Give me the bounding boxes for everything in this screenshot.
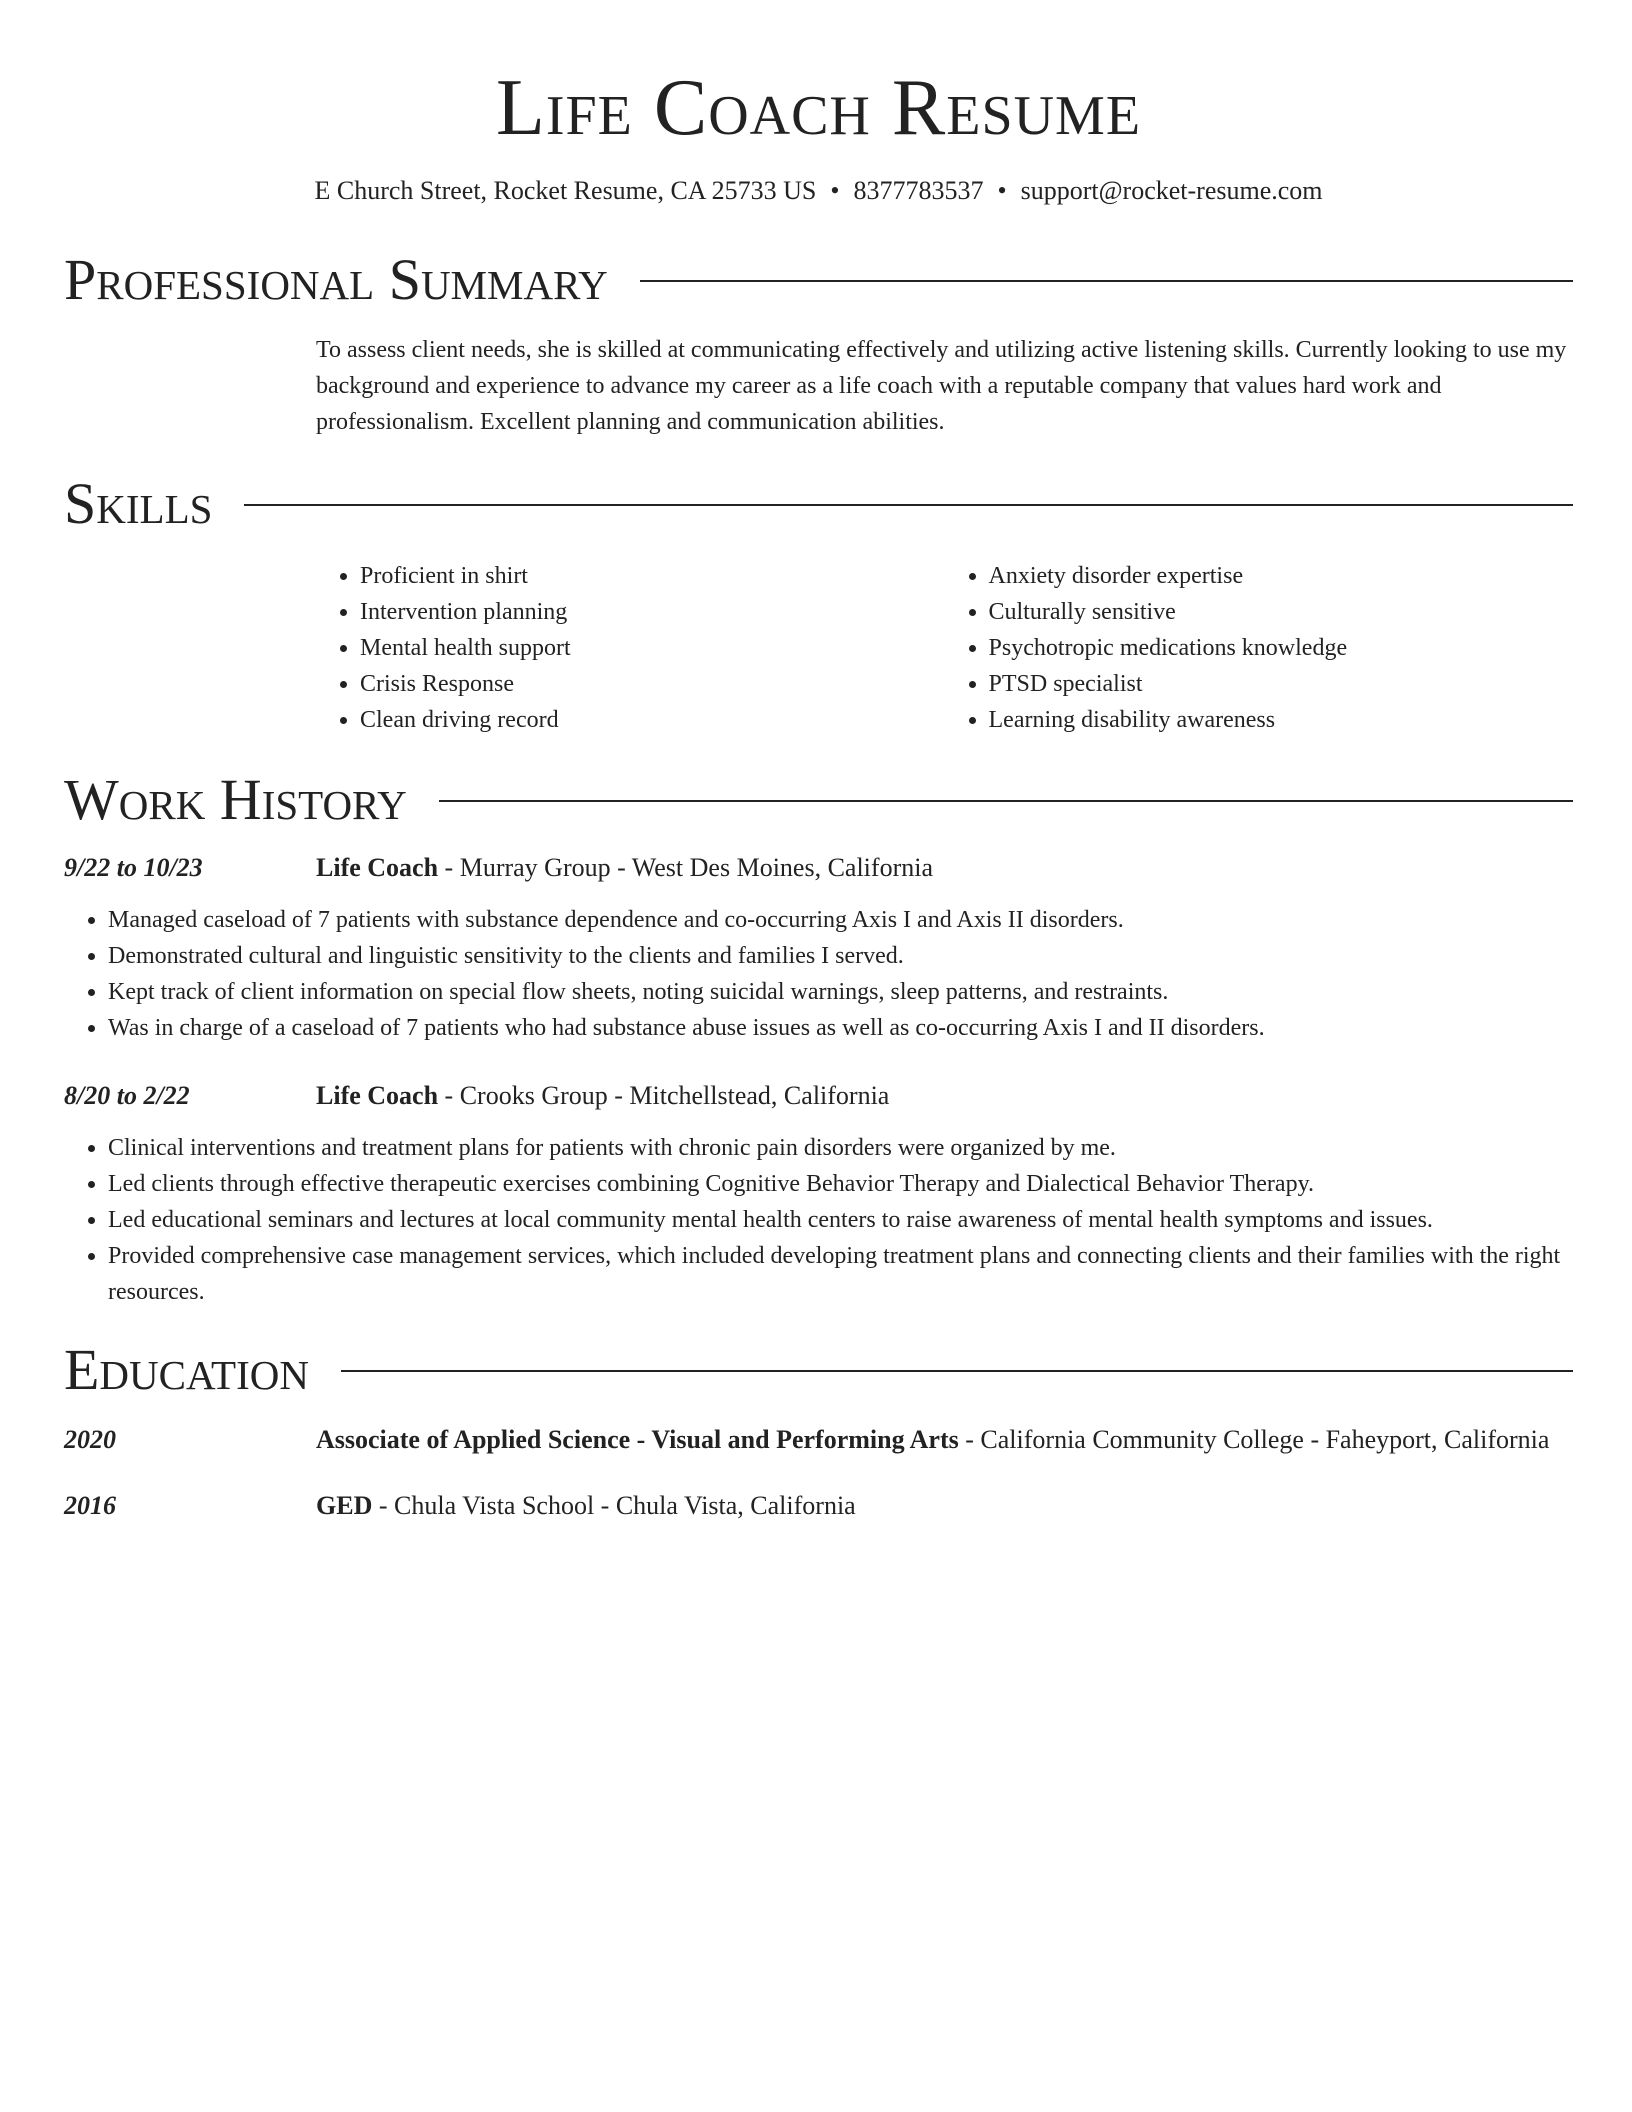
education-heading: [316, 1422, 1573, 1458]
job-bullet: • Managed caseload of 7 patients with substance dependence and co-occurring Axis I and Axis II disorders.: [108, 902, 1573, 938]
job-role: Life Coach: [316, 853, 439, 882]
skills-section-title: Skills: [64, 471, 213, 536]
job-bullet: • Kept track of client information on special flow sheets, noting suicidal warnings, sleep patterns, and restraints.: [108, 974, 1573, 1010]
contact-separator: •: [830, 176, 840, 205]
job-bullets: [64, 1130, 1573, 1310]
education-details: - Chula Vista School - Chula Vista, California: [372, 1491, 856, 1520]
skill-item: • Learning disability awareness: [989, 702, 1574, 738]
skills-column-left: [316, 558, 945, 738]
job-bullets: [64, 902, 1573, 1046]
job-details: - Crooks Group - Mitchellstead, California: [438, 1081, 890, 1110]
contact-line: [64, 174, 1573, 208]
work-section-title: Work History: [64, 767, 407, 832]
skill-item: • Crisis Response: [360, 666, 945, 702]
skill-item: • Clean driving record: [360, 702, 945, 738]
job-bullet: • Led educational seminars and lectures at local community mental health centers to raise awareness of mental health symptoms and issues.: [108, 1202, 1573, 1238]
summary-text: To assess client needs, she is skilled at communicating effectively and utilizing active listening skills. Currently looking to use my background and experience to advance my career as a life coach with a reputable company that values hard work and professionalism. Excellent planning and communication abilities.: [316, 337, 1567, 435]
summary-section-header: [64, 248, 1573, 312]
skill-item: • Psychotropic medications knowledge: [989, 630, 1574, 666]
contact-separator: •: [997, 176, 1007, 205]
job-heading: [316, 850, 1573, 886]
job-bullet: • Demonstrated cultural and linguistic sensitivity to the clients and families I served.: [108, 938, 1573, 974]
job-bullet: • Clinical interventions and treatment plans for patients with chronic pain disorders were organized by me.: [108, 1130, 1573, 1166]
education-degree: GED: [316, 1491, 373, 1520]
job-bullet: • Was in charge of a caseload of 7 patients who had substance abuse issues as well as co-occurring Axis I and II disorders.: [108, 1010, 1573, 1046]
resume-page: [64, 0, 1573, 1524]
education-details: - California Community College - Faheyport, California: [958, 1425, 1550, 1454]
summary-section-title: Professional Summary: [64, 247, 608, 312]
education-heading: [316, 1488, 1573, 1524]
skills-section-header: [64, 472, 1573, 536]
skill-item: • Mental health support: [360, 630, 945, 666]
resume-title: Life Coach Resume: [495, 64, 1142, 152]
job-entry: [64, 850, 1573, 886]
contact-address: E Church Street, Rocket Resume, CA 25733 US: [314, 176, 817, 205]
job-entry: [64, 1078, 1573, 1114]
education-section-title: Education: [64, 1337, 309, 1402]
section-divider: [341, 1370, 1573, 1372]
education-entry: [64, 1422, 1573, 1458]
job-heading: [316, 1078, 1573, 1114]
skill-item: • Anxiety disorder expertise: [989, 558, 1574, 594]
job-bullet: • Led clients through effective therapeutic exercises combining Cognitive Behavior Therapy and Dialectical Behavior Therapy.: [108, 1166, 1573, 1202]
job-dates: 8/20 to 2/22: [64, 1081, 190, 1110]
education-year: 2020: [64, 1425, 116, 1454]
skill-item: • PTSD specialist: [989, 666, 1574, 702]
contact-phone: 8377783537: [853, 176, 984, 205]
education-entry: [64, 1488, 1573, 1524]
work-section-header: [64, 768, 1573, 832]
job-dates: 9/22 to 10/23: [64, 853, 203, 882]
section-divider: [244, 504, 1573, 506]
job-role: Life Coach: [316, 1081, 439, 1110]
section-divider: [439, 800, 1573, 802]
education-degree: Associate of Applied Science - Visual and Performing Arts: [316, 1425, 959, 1454]
contact-email: support@rocket-resume.com: [1020, 176, 1323, 205]
job-details: - Murray Group - West Des Moines, California: [438, 853, 933, 882]
skill-item: • Culturally sensitive: [989, 594, 1574, 630]
skills-list: [316, 558, 1573, 738]
section-divider: [640, 280, 1573, 282]
education-year: 2016: [64, 1491, 116, 1520]
skill-item: • Intervention planning: [360, 594, 945, 630]
education-section-header: [64, 1338, 1573, 1402]
job-bullet: • Provided comprehensive case management services, which included developing treatment plans and connecting clients and their families with the right resources.: [108, 1238, 1573, 1310]
skills-column-right: [945, 558, 1574, 738]
skill-item: • Proficient in shirt: [360, 558, 945, 594]
